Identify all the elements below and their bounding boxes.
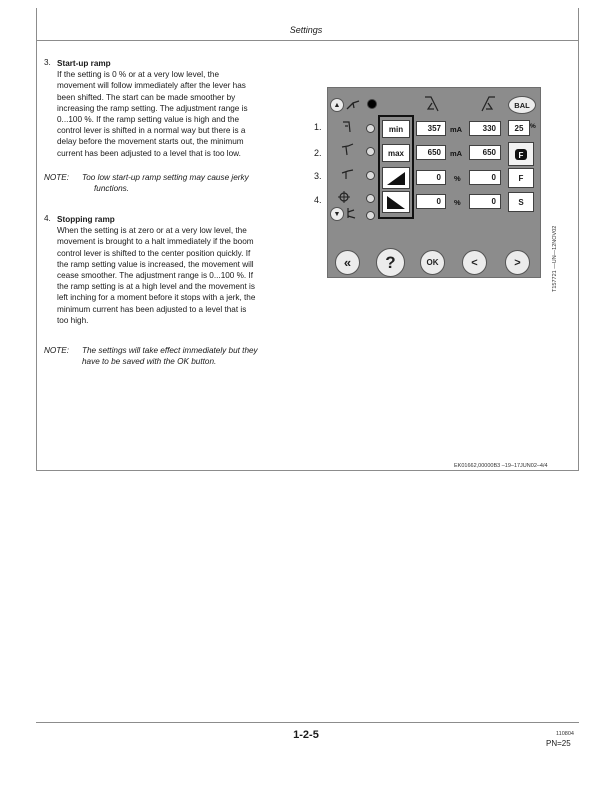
next-button[interactable]: > [505, 250, 530, 275]
section-left-line [36, 40, 37, 470]
note-2-label: NOTE: [44, 346, 70, 355]
item-3-line: If the setting is 0 % or at a very low level, the [57, 70, 220, 80]
row-1-radio[interactable] [366, 124, 375, 133]
item-3-number: 3. [44, 58, 51, 67]
page-header-title: Settings [289, 25, 323, 35]
footer-code: 110804 [556, 731, 574, 737]
s-button[interactable]: S [508, 192, 534, 212]
row-4-value-2[interactable]: 0 [469, 194, 501, 209]
item-4-line: movement is brought to a halt immediately if the boom [57, 237, 254, 247]
item-4-line: left inching for a moment before it stops with a jerk, the [57, 293, 256, 303]
footer-rule [36, 722, 579, 723]
figure-row-label-2: 2. [314, 148, 322, 158]
item-3-line: increasing the ramp setting. The adjustment range is [57, 103, 248, 113]
item-3-block [57, 58, 307, 159]
bal-button[interactable]: BAL [508, 96, 536, 114]
item-4-line: too high. [57, 315, 89, 325]
function-1-icon [340, 120, 356, 134]
note-1 [44, 172, 304, 196]
bucket-tilt-icon [422, 95, 442, 113]
item-4-line: the ramp setting is at a high level and the movement is [57, 282, 255, 292]
f-icon-letter: F [518, 151, 524, 160]
row-4-unit: % [454, 198, 461, 207]
scroll-down-button[interactable]: ▼ [330, 207, 344, 221]
row-3-radio[interactable] [366, 171, 375, 180]
ramp-up-button[interactable] [382, 167, 410, 189]
item-4-line: control lever is shifted to the center position quickly. If [57, 248, 251, 258]
function-4-icon [338, 189, 356, 205]
note-2-line: The settings will take effect immediately but they [82, 346, 258, 355]
item-3-line: 0...100 %. If the ramp setting value is high and the [57, 115, 240, 125]
row-4-value-1[interactable]: 0 [416, 194, 446, 209]
row-2-unit: mA [450, 149, 463, 158]
section-bottom-rule [36, 470, 579, 471]
row-2-radio[interactable] [366, 147, 375, 156]
note-1-line: functions. [94, 184, 130, 194]
item-4-line: cease smoother. The adjustment range is 0...100 %. If [57, 271, 254, 281]
help-button[interactable]: ? [376, 248, 405, 277]
ramp-down-button[interactable] [382, 191, 410, 213]
footer-pn: PN=25 [546, 739, 571, 748]
row-3-unit: % [454, 174, 461, 183]
back-button[interactable]: « [335, 250, 360, 275]
function-3-icon [340, 167, 356, 181]
ok-button[interactable]: OK [420, 250, 445, 275]
reference-code: EK01662,00000B3 –19–17JUN02–4/4 [454, 463, 548, 469]
max-button[interactable]: max [382, 144, 410, 162]
note-2-text [82, 345, 258, 367]
item-3-line: movement will follow immediately after the lever has [57, 81, 246, 91]
note-2 [44, 345, 314, 369]
display-panel [327, 87, 541, 278]
joystick-f-icon [512, 145, 530, 163]
row-5-radio[interactable] [366, 211, 375, 220]
item-3-line: been shifted. The start can be made smoother by [57, 92, 236, 102]
top-indicator-dot [367, 99, 377, 109]
note-1-text [82, 172, 249, 194]
row-3-value-1[interactable]: 0 [416, 170, 446, 185]
note-1-label: NOTE: [44, 173, 70, 182]
boom-up-icon [345, 97, 361, 111]
row-1-value-1[interactable]: 357 [416, 121, 446, 136]
percent-unit: % [530, 123, 536, 130]
function-f-icon-box [508, 142, 534, 166]
function-2-icon [340, 143, 356, 157]
percent-value-box[interactable]: 25 [508, 120, 530, 136]
page-number: 1-2-5 [293, 729, 319, 741]
row-2-value-2[interactable]: 650 [469, 145, 501, 160]
f-button[interactable]: F [508, 168, 534, 188]
row-2-value-1[interactable]: 650 [416, 145, 446, 160]
row-1-unit: mA [450, 125, 463, 134]
header-rule [36, 40, 579, 41]
item-4-line: minimum current has been adjusted to a level that is [57, 304, 247, 314]
figure-row-label-3: 3. [314, 171, 322, 181]
item-4-number: 4. [44, 214, 51, 223]
item-3-line: delay before the movement starts out, the minimum [57, 137, 244, 147]
ramp-up-icon [385, 170, 407, 186]
previous-button[interactable]: < [462, 250, 487, 275]
item-3-line: control lever is shifted in a normal way but there is a [57, 126, 246, 136]
item-4-block [57, 214, 307, 326]
figure-row-label-1: 1. [314, 122, 322, 132]
item-3-heading: Start-up ramp [57, 59, 111, 68]
item-4-line: the ramp setting value is increased, the movement will [57, 259, 254, 269]
ramp-down-icon [385, 194, 407, 210]
item-4-heading: Stopping ramp [57, 215, 115, 224]
row-4-radio[interactable] [366, 194, 375, 203]
note-2-line: have to be saved with the OK button. [82, 357, 217, 367]
note-1-line: Too low start-up ramp setting may cause jerky [82, 173, 249, 182]
item-4-line: When the setting is at zero or at a very low level, the [57, 226, 247, 236]
function-5-icon [345, 206, 359, 220]
row-3-value-2[interactable]: 0 [469, 170, 501, 185]
min-button[interactable]: min [382, 120, 410, 138]
figure-row-label-4: 4. [314, 195, 322, 205]
scroll-up-button[interactable]: ▲ [330, 98, 344, 112]
section-right-line [578, 40, 579, 470]
figure-side-label: T157721 —UN—12NOV02 [552, 225, 558, 292]
row-1-value-2[interactable]: 330 [469, 121, 501, 136]
item-3-line: current has been adjusted to a level that is too low. [57, 148, 241, 158]
bucket-dump-icon [478, 95, 498, 113]
